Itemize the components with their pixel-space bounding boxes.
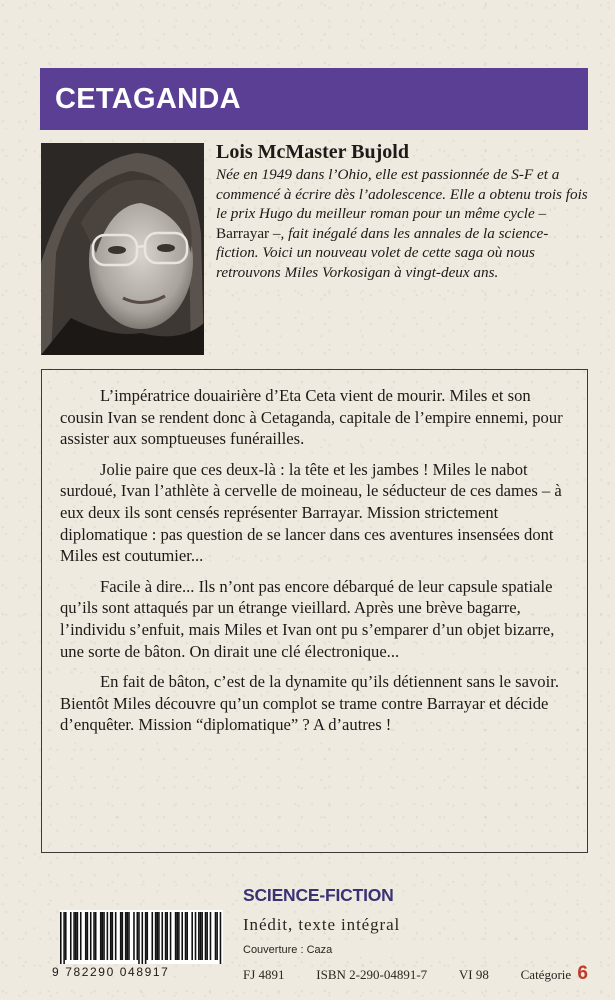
barcode-bar [158, 912, 160, 960]
barcode-bar [151, 912, 153, 960]
barcode-bar [198, 912, 200, 960]
category-number: 6 [577, 963, 588, 984]
barcode-bar [77, 912, 79, 960]
barcode-bar [142, 912, 144, 964]
barcode-bar [195, 912, 197, 960]
barcode-bar [156, 912, 158, 960]
barcode-bar [210, 912, 212, 960]
summary-paragraph-4: En fait de bâton, c’est de la dynamite qu’ils détiennent sans le savoir. Bientôt Miles découvre qu’un complot se trame contre Barrayar et décide d’enquêter. Mission “diplomatique” ? A d’autres ! [60, 672, 559, 735]
barcode-bar [107, 912, 109, 960]
barcode-bar [201, 912, 203, 960]
publication-meta [243, 963, 588, 985]
barcode-bar [95, 912, 97, 960]
barcode-bar [102, 912, 104, 960]
category [521, 963, 588, 985]
barcode-bar [87, 912, 89, 960]
barcode-bar [178, 912, 180, 960]
barcode-bar [145, 912, 147, 964]
barcode-bar [175, 912, 177, 960]
summary-paragraph-3: Facile à dire... Ils n’ont pas encore débarqué de leur capsule spatiale qu’ils sont attaqués par un étrange vieillard. Après une brève bagarre, l’individu s’enfuit, mais Miles et Ivan ont pu s’emparer d’un objet bizarre, une sorte de bâton. On dirait une clé électronique... [60, 576, 555, 661]
barcode-bar [63, 912, 65, 964]
barcode-bar [155, 912, 157, 960]
barcode-bar [125, 912, 127, 960]
category-label: Catégorie [520, 967, 572, 982]
barcode-bar [137, 912, 139, 960]
barcode-bar [73, 912, 75, 960]
barcode-bar [60, 912, 62, 964]
barcode-bar [115, 912, 117, 960]
summary-paragraph-1: L’impératrice douairière d’Eta Ceta vient de mourir. Miles et son cousin Ivan se rendent donc à Cetaganda, capitale de l’empire ennemi, pour assister aux somptueuses funérailles. [60, 386, 563, 449]
summary-paragraph-2: Jolie paire que ces deux-là : la tête et les jambes ! Miles le nabot surdoué, Ivan l’athlète à cervelle de moineau, le séducteur de ces dames – à eux deux ils sont censés représenter Barrayar. Mission strictement diplomatique : pas question de se lancer dans ces aventures insensées dont Miles est coutumier... [60, 459, 562, 566]
bio-cycle-title: Barrayar [216, 224, 270, 242]
barcode-bar [181, 912, 183, 960]
barcode-bar [186, 912, 188, 960]
barcode-bar [85, 912, 87, 960]
barcode-bar [191, 912, 193, 960]
bio-part-2: –, fait inégalé dans les annales de la science-fiction. Voici un nouveau volet de cette saga où nous retrouvons Miles Vorkosigan à vingt-deux ans. [216, 224, 549, 281]
cover-credit: Couverture : Caza [243, 944, 333, 956]
author-bio [216, 140, 588, 283]
barcode-bar [112, 912, 114, 960]
barcode-bar [133, 912, 135, 960]
book-title: CETAGANDA [55, 83, 241, 115]
genre-label: SCIENCE-FICTION [243, 885, 394, 905]
barcode-bar [128, 912, 130, 960]
author-photo [41, 143, 204, 355]
author-name: Lois McMaster Bujold [216, 141, 409, 163]
barcode-bar [75, 912, 77, 960]
isbn-text: ISBN 2-290-04891-7 [316, 967, 428, 982]
author-bio-text [216, 165, 588, 283]
edition-label: Inédit, texte intégral [243, 915, 401, 934]
barcode-bar [65, 912, 67, 960]
barcode-bar [93, 912, 95, 960]
summary-box [41, 369, 588, 853]
barcode-bar [127, 912, 129, 960]
bio-part-1: Née en 1949 dans l’Ohio, elle est passionnée de S-F et a commencé à écrire dès l’adolescence. Elle a obtenu trois fois le prix Hugo du meilleur roman pour un même cycle – [216, 166, 588, 223]
catalog-code: FJ 4891 [243, 967, 285, 982]
barcode-digits: 9 782290 048917 [52, 965, 170, 979]
barcode-bar [205, 912, 207, 960]
book-title-bar [40, 68, 588, 130]
barcode-bar [185, 912, 187, 960]
barcode-bar [138, 912, 140, 964]
barcode-bar [122, 912, 124, 960]
barcode-bar [165, 912, 167, 960]
barcode-icon [60, 910, 223, 964]
barcode-bar [100, 912, 102, 960]
barcode-bar [220, 912, 222, 964]
barcode-bar [120, 912, 122, 960]
barcode-bar [216, 912, 218, 960]
barcode-bar [146, 912, 148, 960]
barcode-bar [200, 912, 202, 960]
barcode-bar [90, 912, 92, 960]
barcode-bar [70, 912, 72, 960]
barcode-bar [170, 912, 172, 960]
barcode-bar [161, 912, 163, 960]
barcode-bar [215, 912, 217, 960]
print-date: VI 98 [458, 967, 489, 982]
barcode-bar [103, 912, 105, 960]
barcode-bar [80, 912, 82, 960]
barcode-bar [166, 912, 168, 960]
barcode-bar [206, 912, 208, 960]
barcode-bar [110, 912, 112, 960]
barcode-bar [176, 912, 178, 960]
